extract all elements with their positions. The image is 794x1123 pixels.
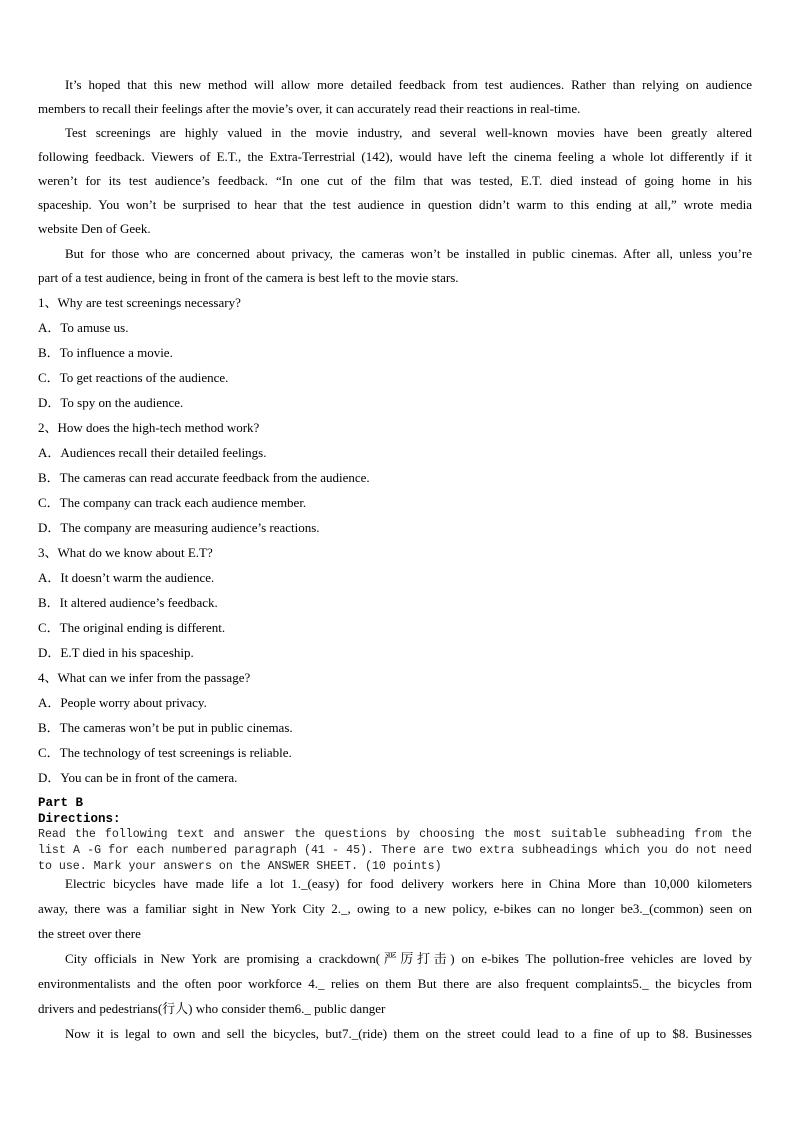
question-4: 4、What can we infer from the passage? <box>38 670 251 685</box>
passage-line: members to recall their feelings after the movie’s over, it can accurately read their reactions in real-time. <box>38 101 581 116</box>
option-2a: A．Audiences recall their detailed feelings. <box>38 445 267 460</box>
option-2b: B．The cameras can read accurate feedback from the audience. <box>38 470 370 485</box>
passage-line: following feedback. Viewers of E.T., the Extra-Terrestrial (142), would have left the cinema feeling a whole lot differently if it <box>38 149 752 164</box>
passage-line: But for those who are concerned about privacy, the cameras won’t be installed in public cinemas. After all, unless you’re <box>65 246 752 261</box>
directions-line: to use. Mark your answers on the ANSWER SHEET. (10 points) <box>38 860 442 873</box>
cloze-line: environmentalists and the often poor workforce 4._ relies on them But there are also frequent complaints5._ the bicycles from <box>38 976 752 991</box>
part-b-title: Part B <box>38 796 84 810</box>
passage-line: weren’t for its test audience’s feedback. “In one cut of the film that was tested, E.T. died instead of going home in his <box>38 173 752 188</box>
option-3b: B．It altered audience’s feedback. <box>38 595 218 610</box>
cloze-line: City officials in New York are promising a crackdown(严厉打击) on e-bikes The pollution-free vehicles are loved by <box>65 951 752 966</box>
directions-label: Directions: <box>38 812 121 826</box>
option-1c: C．To get reactions of the audience. <box>38 370 229 385</box>
option-3a: A．It doesn’t warm the audience. <box>38 570 215 585</box>
option-4b: B．The cameras won’t be put in public cinemas. <box>38 720 293 735</box>
question-1: 1、Why are test screenings necessary? <box>38 295 241 310</box>
option-4c: C．The technology of test screenings is reliable. <box>38 745 292 760</box>
passage-line: Test screenings are highly valued in the movie industry, and several well-known movies have been greatly altered <box>65 125 752 140</box>
option-1b: B．To influence a movie. <box>38 345 173 360</box>
cloze-line: away, there was a familiar sight in New York City 2._, owing to a new policy, e-bikes can no longer be3._(common) seen on <box>38 901 752 916</box>
cloze-line: the street over there <box>38 926 141 941</box>
cloze-line: drivers and pedestrians(行人) who consider them6._ public danger <box>38 1001 386 1016</box>
cloze-line: Electric bicycles have made life a lot 1._(easy) for food delivery workers here in China More than 10,000 kilometers <box>65 876 752 891</box>
option-4d: D．You can be in front of the camera. <box>38 770 238 785</box>
cloze-line: Now it is legal to own and sell the bicycles, but7._(ride) them on the street could lead to a fine of up to $8. Businesses <box>65 1026 752 1041</box>
question-3: 3、What do we know about E.T? <box>38 545 213 560</box>
option-1d: D．To spy on the audience. <box>38 395 184 410</box>
option-4a: A．People worry about privacy. <box>38 695 207 710</box>
passage-line: website Den of Geek. <box>38 221 151 236</box>
option-1a: A．To amuse us. <box>38 320 129 335</box>
passage-line: It’s hoped that this new method will allow more detailed feedback from test audiences. Rather than relying on audience <box>65 77 752 92</box>
passage-line: part of a test audience, being in front of the camera is best left to the movie stars. <box>38 270 459 285</box>
passage-line: spaceship. You won’t be surprised to hear that the test audience in question didn’t warm to this ending at all,” wrote media <box>38 197 752 212</box>
option-2c: C．The company can track each audience member. <box>38 495 307 510</box>
option-3c: C．The original ending is different. <box>38 620 226 635</box>
option-3d: D．E.T died in his spaceship. <box>38 645 194 660</box>
directions-line: Read the following text and answer the questions by choosing the most suitable subheading from the <box>38 828 752 841</box>
directions-line: list A -G for each numbered paragraph (41 - 45). There are two extra subheadings which you do not need <box>38 844 752 857</box>
question-2: 2、How does the high-tech method work? <box>38 420 260 435</box>
option-2d: D．The company are measuring audience’s reactions. <box>38 520 320 535</box>
